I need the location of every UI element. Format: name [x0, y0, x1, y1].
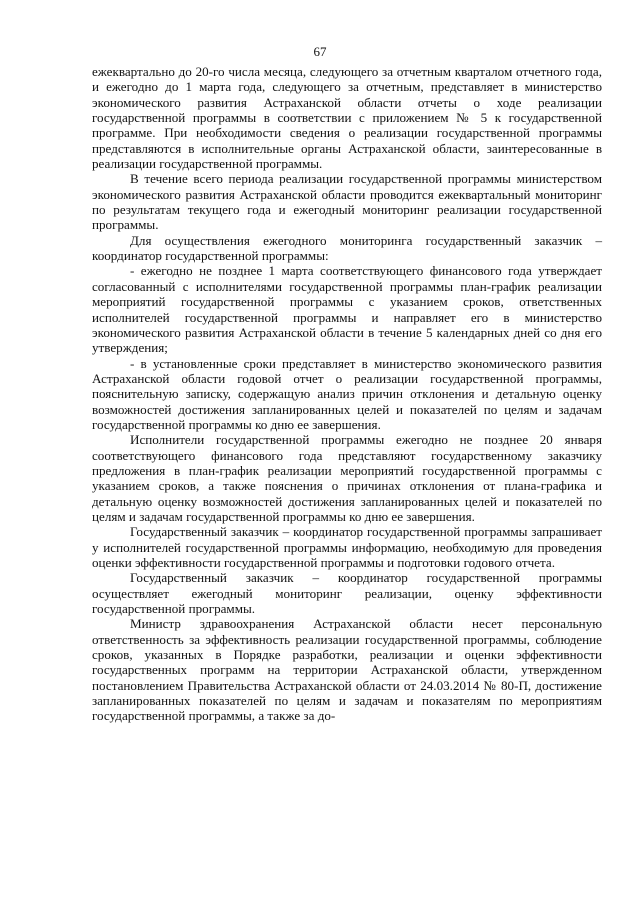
- paragraph-schedule-approval: - ежегодно не позднее 1 марта соответствующего финансового года утверждает согласованный с исполнителями государственной программы план-график реализации мероприятий государственной программы с указанием сроков, ответственных исполнителей государственной программы и направляет его в министерство экономического развития Астраханской области в течение 5 календарных дней со дня его утверждения;: [92, 263, 602, 356]
- paragraph-monitoring-period: В течение всего периода реализации государственной программы министерством экономического развития Астраханской области проводится ежеквартальный мониторинг по результатам текущего года и ежегодный мониторинг реализации государственной программы.: [92, 171, 602, 233]
- page-number: 67: [313, 44, 327, 59]
- paragraph-annual-monitoring-intro: Для осуществления ежегодного мониторинга государственный заказчик – координатор государственной программы:: [92, 232, 602, 264]
- paragraph-annual-report: - в установленные сроки представляет в министерство экономического развития Астраханской области годовой отчет о реализации государственной программы, пояснительную записку, содержащую анализ причин отклонения и детальную оценку возможностей достижения запланированных целей и показателей по целям и задачам государственной программы ко дню ее завершения.: [92, 355, 602, 432]
- paragraph-executors-proposals: Исполнители государственной программы ежегодно не позднее 20 января соответствующего финансового года представляют государственному заказчику предложения в план-график реализации мероприятий государственной программы с указанием сроков, а также пояснения о причинах отклонения от плана-графика и детальную оценку возможностей достижения запланированных целей и показателей по целям и задачам государственной программы ко дню ее завершения.: [92, 432, 602, 524]
- paragraph-effectiveness-evaluation: Государственный заказчик – координатор государственной программы осуществляет ежегодный мониторинг реализации, оценку эффективности государственной программы.: [92, 570, 602, 617]
- paragraph-minister-responsibility: Министр здравоохранения Астраханской области несет персональную ответственность за эффективность реализации государственной программы, соблюдение сроков, указанных в Порядке разработки, реализации и оценки эффективности государственных программ на территории Астраханской области, утвержденном постановлением Правительства Астраханской области от 24.03.2014 № 80-П, достижение запланированных показателей по целям и задачам и показателям по мероприятиям государственной программы, а также за до-: [92, 616, 602, 724]
- paragraph-reporting-deadlines: ежеквартально до 20-го числа месяца, следующего за отчетным кварталом отчетного года, и ежегодно до 1 марта года, следующего за отчетным, представляет в министерство экономического развития Астраханской области отчеты о ходе реализации государственной программы в соответствии с приложением № 5 к государственной программе. При необходимости сведения о реализации государственной программы представляются в исполнительные органы Астраханской области, заинтересованные в реализации государственной программы.: [92, 64, 602, 172]
- document-body: [92, 64, 602, 724]
- paragraph-information-request: Государственный заказчик – координатор государственной программы запрашивает у исполнителей государственной программы информацию, необходимую для проведения оценки эффективности государственной программы и подготовки годового отчета.: [92, 524, 602, 570]
